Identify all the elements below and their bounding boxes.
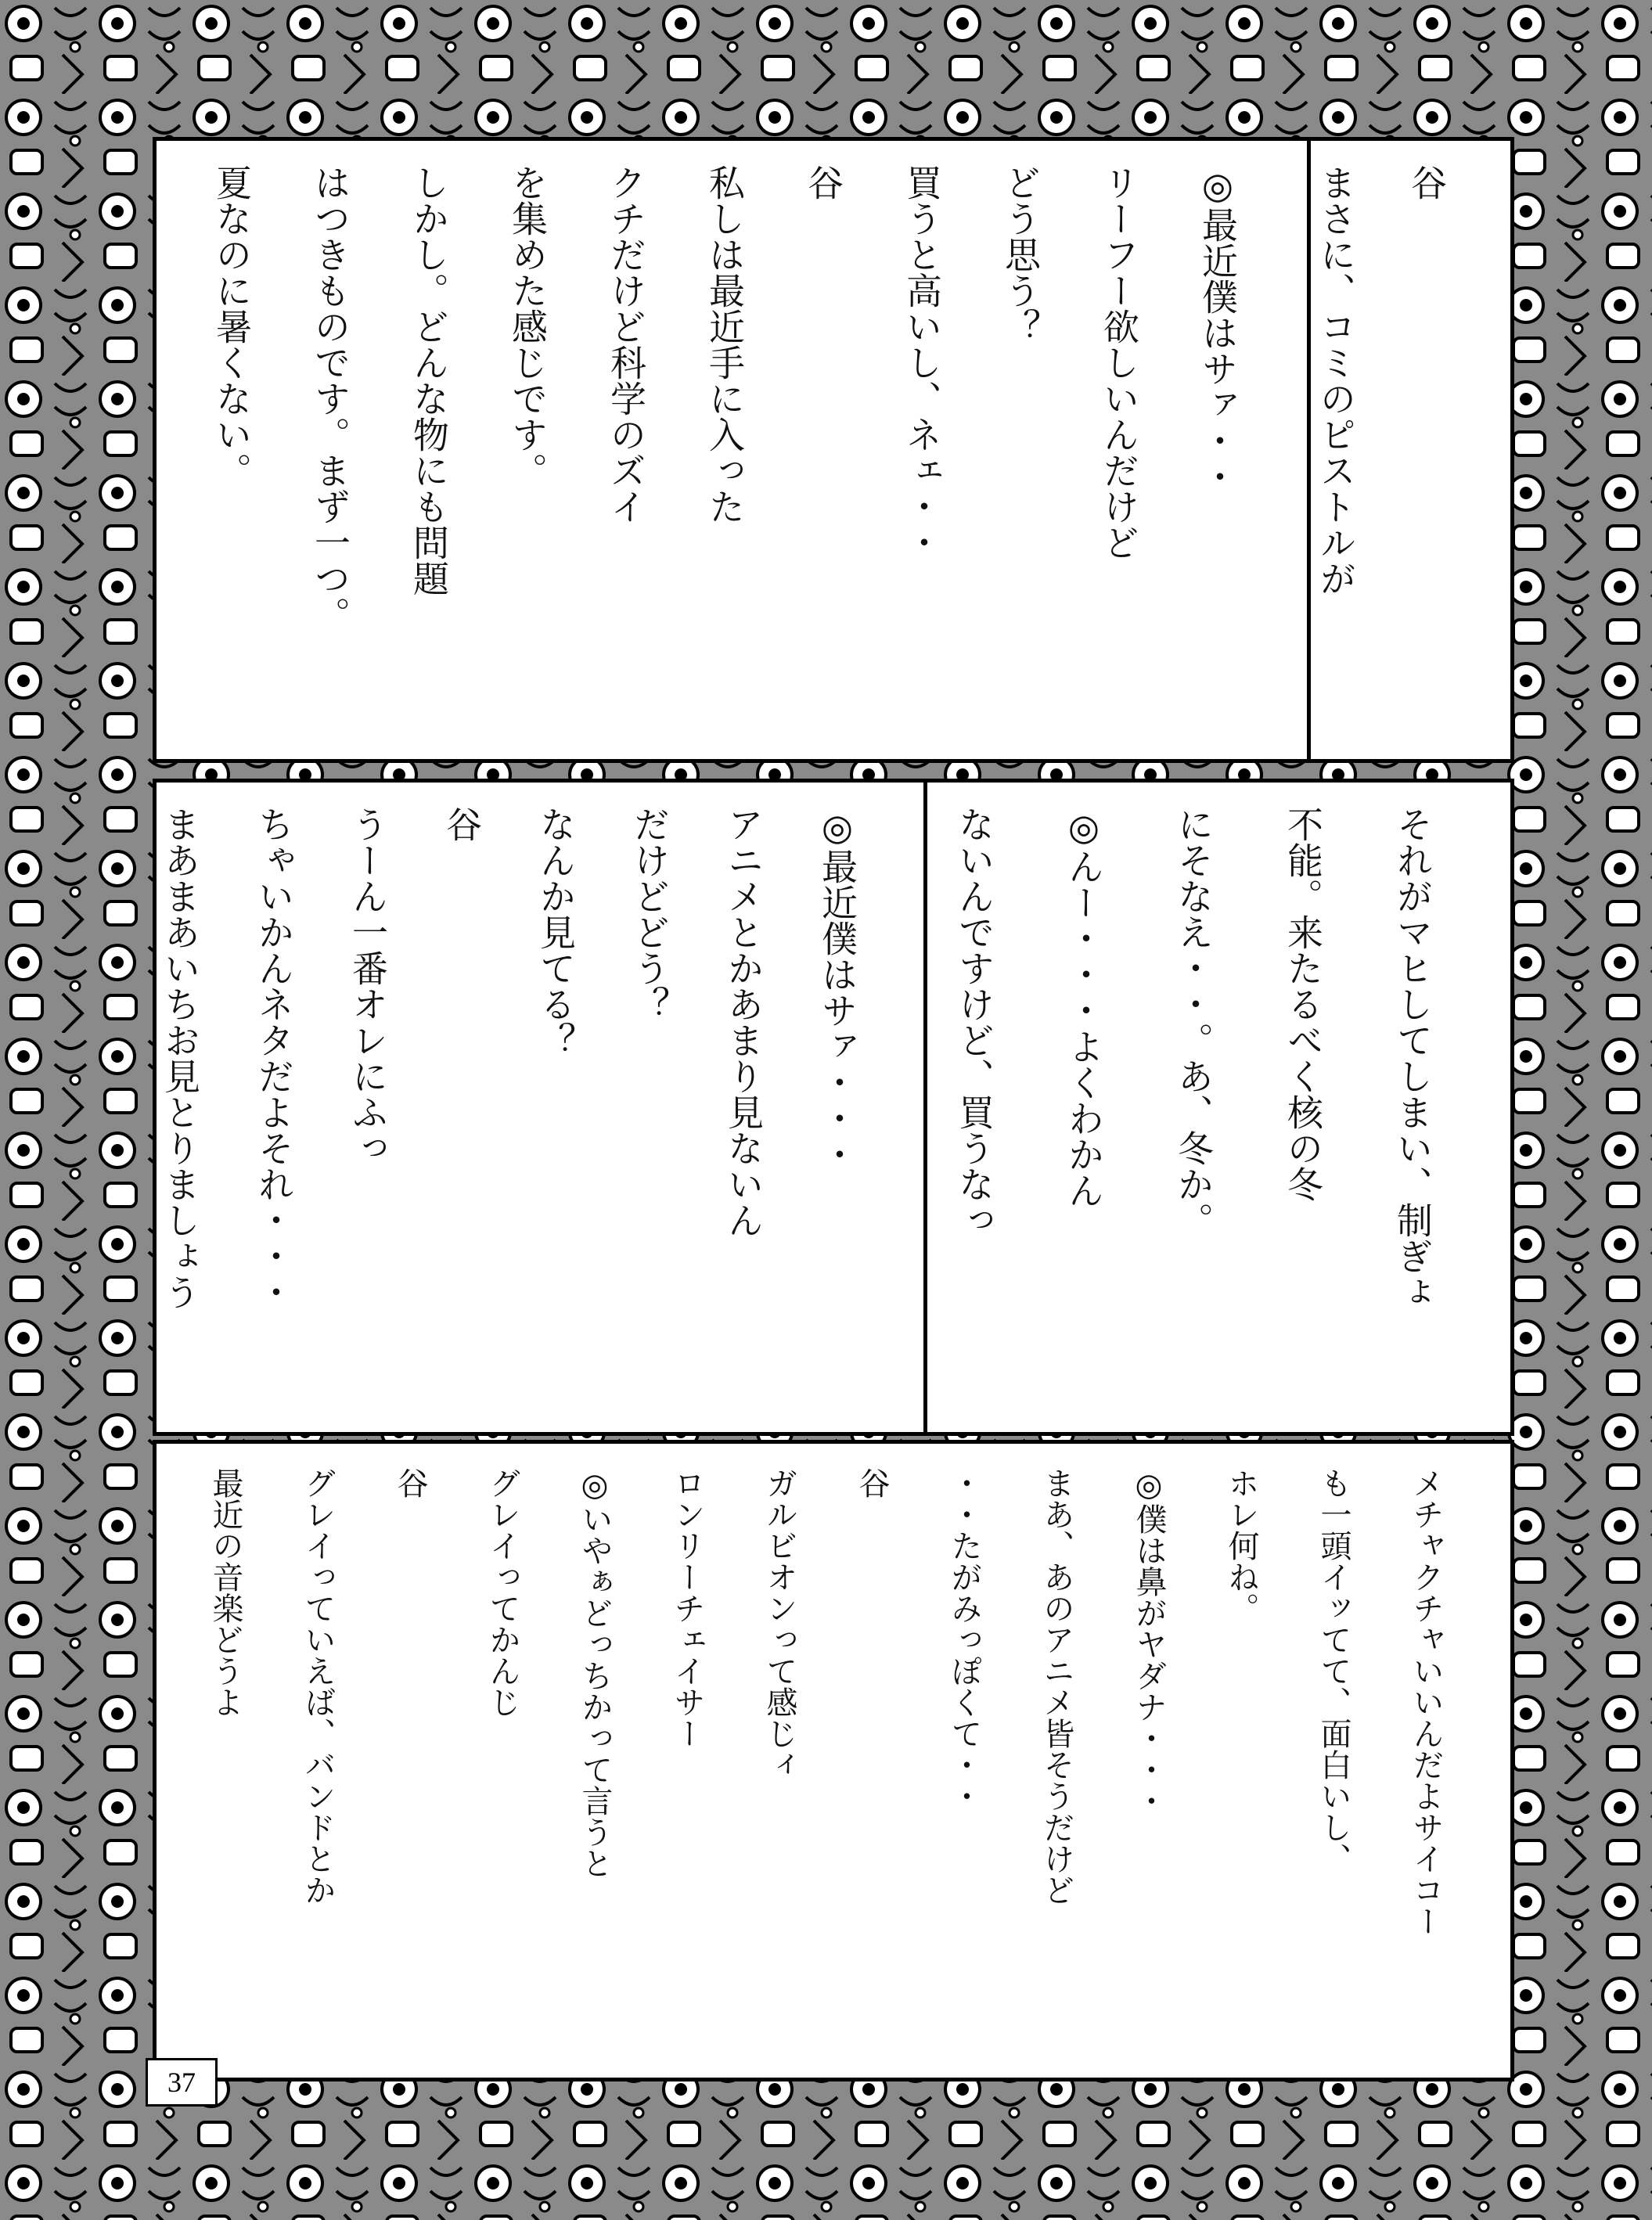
dialogue-line: も一頭イッてて、面白いし、 — [1315, 1467, 1351, 1874]
dialogue-line: 夏を感じない。ということ — [153, 164, 154, 596]
dialogue-line: ◎いやぁどっちかって言うと — [577, 1467, 613, 1879]
panel-1-text — [1315, 164, 1495, 743]
dialogue-line: ◎最近僕はサァ・・ — [1197, 164, 1239, 495]
dialogue-line: 不能。来たるべく核の冬 — [1282, 806, 1324, 1202]
dialogue-line — [153, 1467, 156, 2062]
dialogue-line: ◎んー・・・よくわかん — [1063, 806, 1105, 1208]
dialogue-line: ないんですけど、買うなっ — [953, 806, 995, 1238]
dialogue-line: メチャクチャいいんだよサイコー — [1408, 1467, 1444, 1937]
dialogue-line: どう思う？ — [999, 164, 1042, 344]
panel-5 — [153, 1440, 1514, 2081]
dialogue-line: まあ、あのアニメ皆そうだけど — [1038, 1467, 1074, 1905]
speaker-tani-icon: 谷 — [392, 1467, 428, 1499]
speaker-tani-icon: 谷 — [1405, 164, 1448, 200]
panel-3 — [920, 779, 1514, 1436]
dialogue-line: を集めた感じです。 — [506, 164, 549, 488]
dialogue-line: クチだけど科学のズイ — [605, 164, 647, 524]
dialogue-line: 買うと高いし、ネェ・・ — [901, 164, 943, 560]
speaker-tani-icon: 谷 — [854, 1467, 890, 1499]
dialogue-line: ホレ何ね。 — [1223, 1467, 1259, 1624]
dialogue-line: なんか見てる？ — [534, 806, 577, 1058]
dialogue-line: まさに、コミのピストルが — [1315, 164, 1357, 596]
panel-2 — [153, 137, 1311, 763]
dialogue-line: 最近の音楽どうよ — [207, 1467, 243, 1718]
dialogue-line: ちゃいかんネタだよそれ・・・ — [253, 806, 295, 1310]
dialogue-line: にそなえ・・。あ、冬か。 — [1172, 806, 1215, 1238]
speaker-tani-icon: 谷 — [441, 806, 483, 842]
dialogue-line: はつきものです。まず一つ。 — [309, 164, 351, 632]
dialogue-line: ロンリーチェイサー — [669, 1467, 705, 1749]
dialogue-line: ◎僕は鼻がヤダナ・・・ — [1131, 1467, 1167, 1816]
dialogue-line: うーん一番オレにふっ — [347, 806, 389, 1166]
panel-5-text — [172, 1467, 1495, 2062]
page-number: 37 — [146, 2058, 218, 2107]
dialogue-line: アニメとかあまり見ないん — [722, 806, 765, 1238]
dialogue-line: 夏なのに暑くない。 — [211, 164, 253, 488]
dialogue-line: グレイってかんじ — [484, 1467, 520, 1718]
dialogue-line: ・・たがみっぽくて・・ — [946, 1467, 982, 1812]
panel-3-text — [939, 806, 1495, 1416]
panel-2-text — [153, 164, 1291, 743]
speaker-tani-icon: 谷 — [802, 164, 844, 200]
panel-4-text — [159, 806, 908, 1416]
dialogue-line: 私しは最近手に入った — [704, 164, 746, 524]
dialogue-line: リーフー欲しいんだけど — [1098, 164, 1140, 560]
panel-1 — [1303, 137, 1514, 763]
dialogue-line: それがマヒしてしまい、制ぎょ — [1391, 806, 1434, 1310]
dialogue-line: ガルビオンって感じィ — [761, 1467, 797, 1780]
dialogue-line: ◎最近僕はサァ・・・ — [816, 806, 858, 1172]
dialogue-line: グレイっていえば、バンドとか — [300, 1467, 336, 1905]
dialogue-line: だけどどう？ — [628, 806, 671, 1022]
dialogue-line: まあまあいちお見とりましょう — [159, 806, 201, 1310]
dialogue-line: しかし。どんな物にも問題 — [408, 164, 450, 596]
panel-4 — [153, 779, 927, 1436]
